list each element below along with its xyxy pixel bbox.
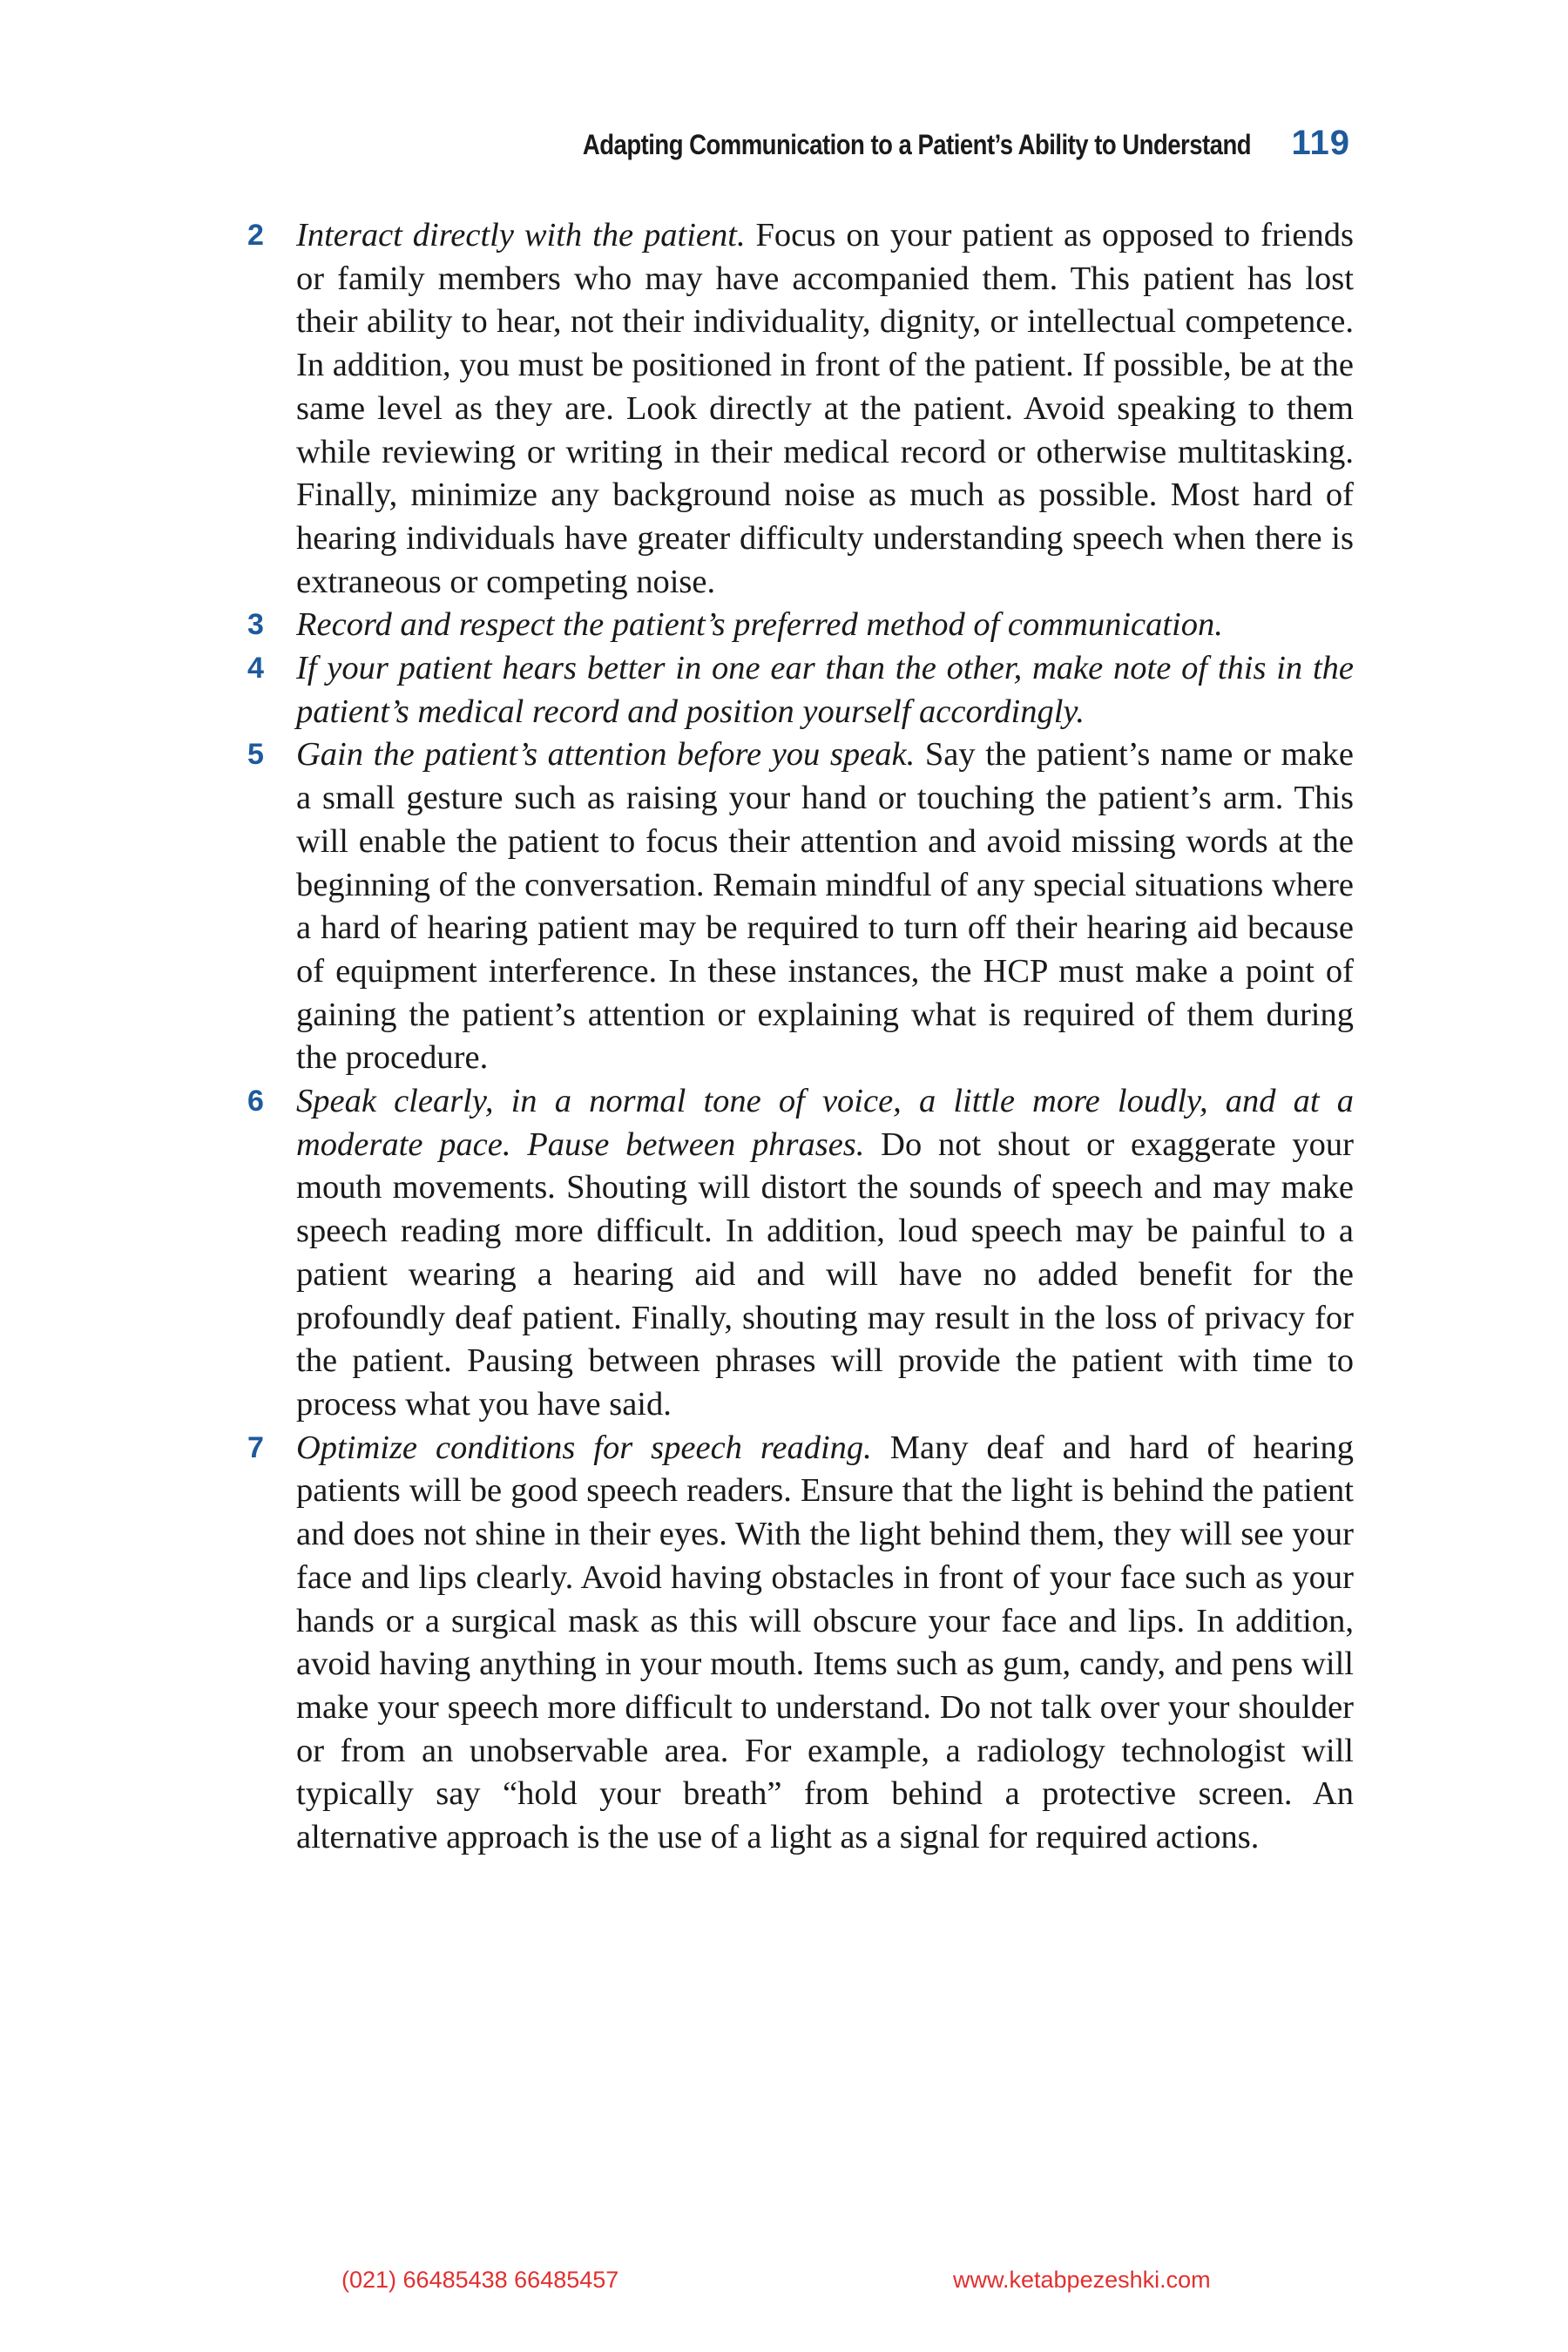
footer-url: www.ketabpezeshki.com [953,2267,1211,2293]
numbered-list [247,214,1355,1860]
item-lead: Speak clearly, in a normal tone of voice, a little more loudly, and at a moderate pace. Pause between phrases. [296,1083,1354,1163]
list-item [247,214,1354,604]
running-title: Adapting Communication to a Patient’s Ability to Understand [583,129,1252,160]
item-body: Many deaf and hard of hearing patients will be good speech readers. Ensure that the light is behind the patient and does not shine in their eyes. With the light behind them, they will see your face and lips clearly. Avoid having obstacles in front of your face such as your hands or a surgical mask as this will obscure your face and lips. In addition, avoid having anything in your mouth. Items such as gum, candy, and pens will make your speech more difficult to understand. Do not talk over your shoulder or from an unobservable area. For example, a radiology technologist will typically say “hold your breath” from behind a protective screen. An alternative approach is the use of a light as a signal for required actions. [296,1429,1354,1856]
item-body: Focus on your patient as opposed to friends or family members who may have accompanied them. This patient has lost their ability to hear, not their individuality, dignity, or intellectual competence. In addition, you must be positioned in front of the patient. If possible, be at the same level as they are. Look directly at the patient. Avoid speaking to them while reviewing or writing in their medical record or otherwise multitasking. Finally, minimize any background noise as much as possible. Most hard of hearing individuals have greater difficulty understanding speech when there is extraneous or competing noise. [296,217,1354,600]
list-item [247,733,1354,1080]
item-lead: Gain the patient’s attention before you speak. [296,736,916,774]
list-item [247,604,1354,647]
item-number: 4 [247,652,264,686]
item-number: 7 [247,1430,264,1464]
item-body: Say the patient’s name or make a small gesture such as raising your hand or touching the patient’s arm. This will enable the patient to focus their attention and avoid missing words at the beginning of the conversation. Remain mindful of any special situations where a hard of hearing patient may be required to turn off their hearing aid because of equipment interference. In these instances, the HCP must make a point of gaining the patient’s attention or explaining what is required of them during the procedure. [296,736,1354,1077]
item-lead: Optimize conditions for speech reading. [296,1429,872,1466]
list-item [247,1080,1355,1427]
list-item [247,647,1354,733]
footer-phone: (021) 66485438 66485457 [341,2267,619,2293]
item-body: Do not shout or exaggerate your mouth movements. Shouting will distort the sounds of speech and may make speech reading more difficult. In addition, loud speech may be painful to a patient wearing a hearing aid and will have no added benefit for the profoundly deaf patient. Finally, shouting may result in the loss of privacy for the patient. Pausing between phrases will provide the patient with time to process what you have said. [296,1125,1355,1423]
item-lead: Record and respect the patient’s preferred method of communication. [296,606,1223,644]
item-number: 2 [247,219,264,252]
item-number: 3 [247,608,264,642]
page-number: 119 [1291,124,1350,162]
running-head [474,124,1350,163]
list-item [247,1427,1354,1860]
item-number: 6 [247,1085,264,1119]
item-lead: If your patient hears better in one ear than the other, make note of this in the patient’s medical record and position yourself accordingly. [296,650,1354,730]
item-number: 5 [247,738,264,772]
item-lead: Interact directly with the patient. [296,217,746,253]
